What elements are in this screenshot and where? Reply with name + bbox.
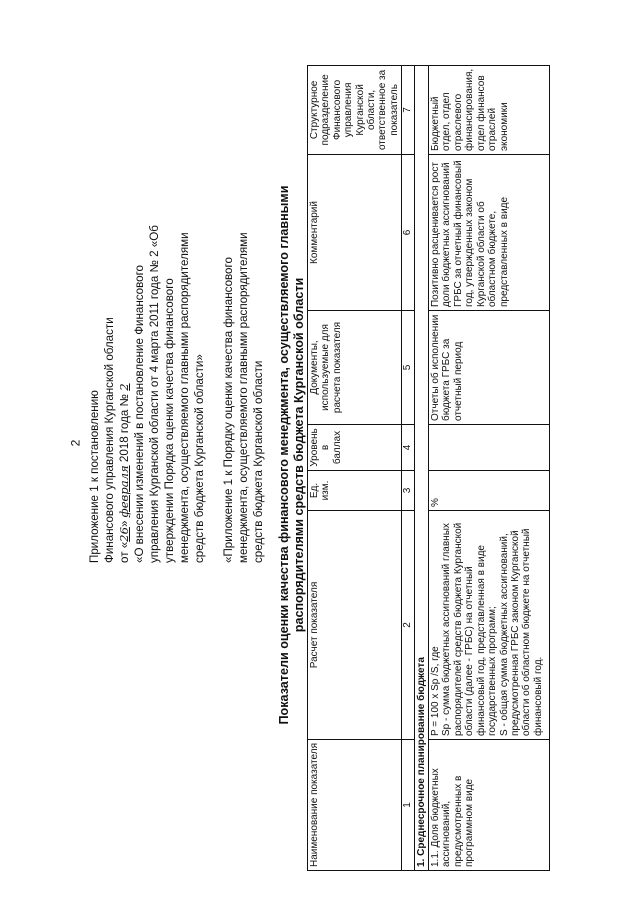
date-mid: 2018 года № — [118, 390, 131, 466]
quote-line: средств бюджета Курганской области — [252, 360, 265, 563]
indicator-comment: Позитивно расценивается рост доли бюджетных ассигнований ГРБС за отчетный финансовый год, утвержденных законом Курганской области об областном бюджете, представленных в виде — [429, 155, 550, 311]
column-number-row — [402, 65, 414, 870]
header-date-line — [117, 23, 132, 563]
document-title — [277, 15, 307, 895]
calc-s-definition: S - общая сумма бюджетных ассигнований, предусмотренная ГРБС законом Курганской области об областном бюджете на отчетный финансовый год. — [498, 528, 544, 736]
column-header: Наименование показателя — [308, 740, 402, 871]
header-line: «О внесении изменений в постановление Финансового — [133, 264, 146, 563]
section-title: 1. Среднесрочное планирование бюджета — [414, 65, 428, 870]
rotated-page — [87, 15, 544, 895]
header-line: менеджмента, осуществляемого главными распорядителями — [178, 232, 191, 563]
indicator-responsible: Бюджетный отдел, отдел отраслевого финансирования, отдел финансов отраслей экономики — [429, 65, 550, 154]
title-line-2: распорядителями средств бюджета Курганской области — [292, 277, 306, 633]
indicator-calculation — [429, 511, 550, 740]
calc-formula: P = 100 x Sp /S, где — [430, 646, 442, 736]
page-number: 2 — [68, 439, 83, 447]
indicator-documents: Отчеты об исполнении бюджета ГРБС за отчетный период — [429, 311, 550, 425]
indicator-score — [429, 425, 550, 471]
header-line: Финансового управления Курганской области — [103, 317, 116, 563]
quote-line: «Приложение 1 к Порядку оценки качества финансового — [222, 257, 235, 563]
handwritten-day: 26 — [117, 527, 131, 542]
date-prefix: от « — [118, 541, 131, 563]
column-number: 4 — [402, 425, 414, 471]
column-header: Ед. изм. — [308, 471, 402, 511]
indicators-table — [307, 65, 550, 871]
column-number: 2 — [402, 511, 414, 740]
column-number: 5 — [402, 311, 414, 425]
column-number: 1 — [402, 740, 414, 871]
quote-line: менеджмента, осуществляемого главными распорядителями — [237, 232, 250, 563]
header-line: средств бюджета Курганской области» — [193, 354, 206, 563]
header-line: управления Курганской области от 4 марта 2011 года № 2 «Об — [148, 225, 161, 563]
header-line: утверждении Порядка оценки качества финансового — [163, 278, 176, 563]
indicator-unit: % — [429, 471, 550, 511]
handwritten-number: 2 — [117, 383, 131, 391]
title-line-1: Показатели оценки качества финансового менеджмента, осуществляемого главными — [277, 185, 291, 725]
appendix-header — [87, 23, 266, 563]
column-header: Структурное подразделение Финансового управления Курганской области, ответственное за показатель — [308, 65, 402, 154]
column-header: Комментарий — [308, 155, 402, 311]
date-sep: » — [118, 517, 131, 528]
section-row — [414, 65, 428, 870]
handwritten-month: февраля — [117, 465, 131, 518]
column-header: Уровень в баллах — [308, 425, 402, 471]
table-header-row — [308, 65, 402, 870]
calc-sp-definition: Sp - сумма бюджетных ассигнований главных распорядителей средств бюджета Курганской области (далее - ГРБС) на отчетный финансовый год, представленная в виде государственных программ; — [441, 522, 499, 736]
column-number: 7 — [402, 65, 414, 154]
table-row — [429, 65, 550, 870]
column-number: 6 — [402, 155, 414, 311]
column-header: Документы, используемые для расчета показателя — [308, 311, 402, 425]
indicator-name: 1.1. Доля бюджетных ассигнований, предусмотренных в программном виде — [429, 740, 550, 871]
column-header: Расчет показателя — [308, 511, 402, 740]
column-number: 3 — [402, 471, 414, 511]
header-line: Приложение 1 к постановлению — [88, 390, 101, 563]
